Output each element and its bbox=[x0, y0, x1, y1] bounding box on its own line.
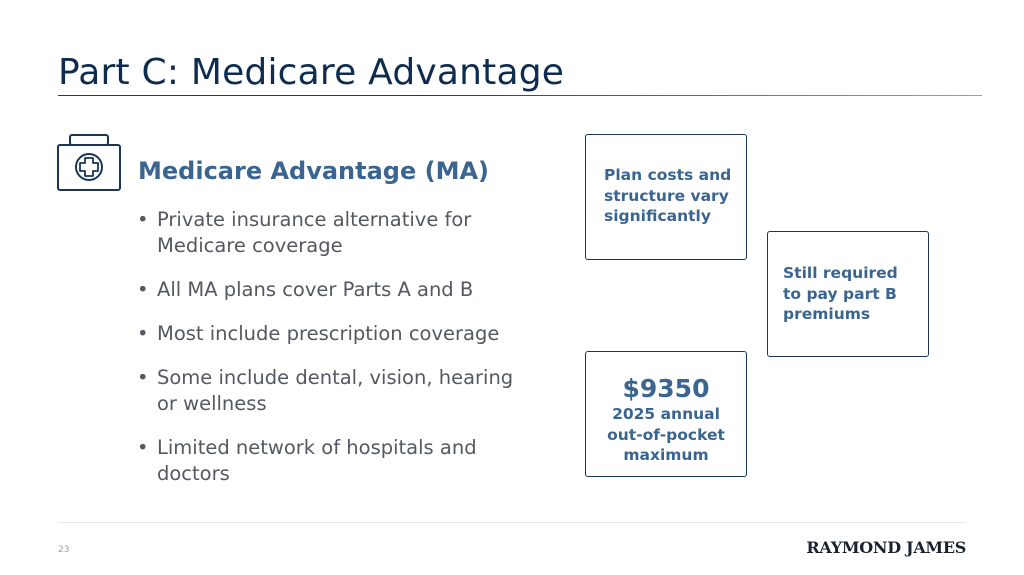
medical-kit-icon bbox=[56, 133, 124, 195]
oop-maximum-amount: $9350 bbox=[622, 374, 710, 403]
list-item: • All MA plans cover Parts A and B bbox=[137, 277, 527, 303]
plan-costs-text: Plan costs and structure vary significantly bbox=[604, 166, 732, 225]
list-item: • Private insurance alternative for Medicare coverage bbox=[137, 207, 527, 259]
list-item: • Most include prescription coverage bbox=[137, 321, 527, 347]
title-divider bbox=[58, 95, 982, 96]
section-heading: Medicare Advantage (MA) bbox=[138, 157, 490, 185]
page-number: 23 bbox=[58, 545, 70, 555]
plan-costs-card bbox=[585, 134, 747, 260]
raymond-james-logo: RAYMOND JAMES bbox=[806, 538, 966, 557]
oop-maximum-label: 2025 annual out-of-pocket maximum bbox=[607, 405, 725, 464]
list-item: • Some include dental, vision, hearing or wellness bbox=[137, 365, 527, 417]
footer-divider bbox=[58, 522, 966, 523]
oop-maximum-card bbox=[585, 351, 747, 477]
bullet-list bbox=[137, 207, 527, 505]
part-b-text: Still required to pay part B premiums bbox=[783, 264, 898, 323]
slide-title: Part C: Medicare Advantage bbox=[58, 52, 565, 93]
part-b-card bbox=[767, 231, 929, 357]
list-item: • Limited network of hospitals and doctors bbox=[137, 435, 527, 487]
